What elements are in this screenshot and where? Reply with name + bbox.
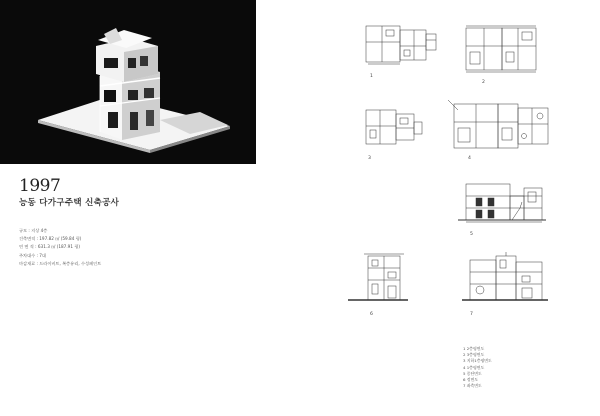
legend-item: 7 좌측면도: [463, 383, 482, 389]
floor-plan-drawing-2: [462, 22, 542, 76]
drawing-number-5: 5: [470, 232, 473, 237]
legend-item: 2 3층평면도: [463, 352, 485, 358]
drawing-legend: [463, 346, 492, 389]
legend-item: 5 종단면도: [463, 370, 482, 376]
floor-plan-drawing-4: [448, 96, 552, 156]
spec-building-area: 건축면적 : 197.82 ㎡ (59.84 평): [19, 236, 82, 242]
elevation-drawing-6: [346, 250, 410, 306]
spec-scale: 규모 : 지상 4층: [19, 228, 48, 233]
model-photograph: [0, 0, 256, 164]
project-year: 1997: [19, 176, 61, 196]
model-photo-image: [0, 0, 256, 164]
project-specs: [19, 227, 101, 268]
elevation-drawing-7: [460, 250, 550, 306]
drawing-number-7: 7: [470, 312, 473, 317]
drawing-number-6: 6: [370, 312, 373, 317]
drawing-number-3: 3: [368, 156, 371, 161]
legend-item: 6 정면도: [463, 377, 478, 383]
section-drawing-5: [456, 176, 548, 234]
drawing-number-4: 4: [468, 156, 471, 161]
drawing-number-1: 1: [370, 74, 373, 79]
legend-item: 4 1층평면도: [463, 364, 485, 370]
floor-plan-drawing-3: [364, 104, 424, 152]
floor-plan-drawing-1: [364, 20, 438, 70]
spec-floor-area: 연 면 적 : 631.3 ㎡ (187.91 평): [19, 244, 81, 250]
spec-parking: 주차대수 : 7대: [19, 252, 46, 258]
spec-materials: 마감재료 : 드라이비트, 복층유리, 수성페인트: [19, 260, 102, 266]
legend-item: 3 지하1층평면도: [463, 358, 492, 364]
legend-item: 1 2층평면도: [463, 346, 485, 351]
project-title: 능동 다가구주택 신축공사: [19, 198, 120, 208]
drawing-number-2: 2: [482, 80, 485, 85]
